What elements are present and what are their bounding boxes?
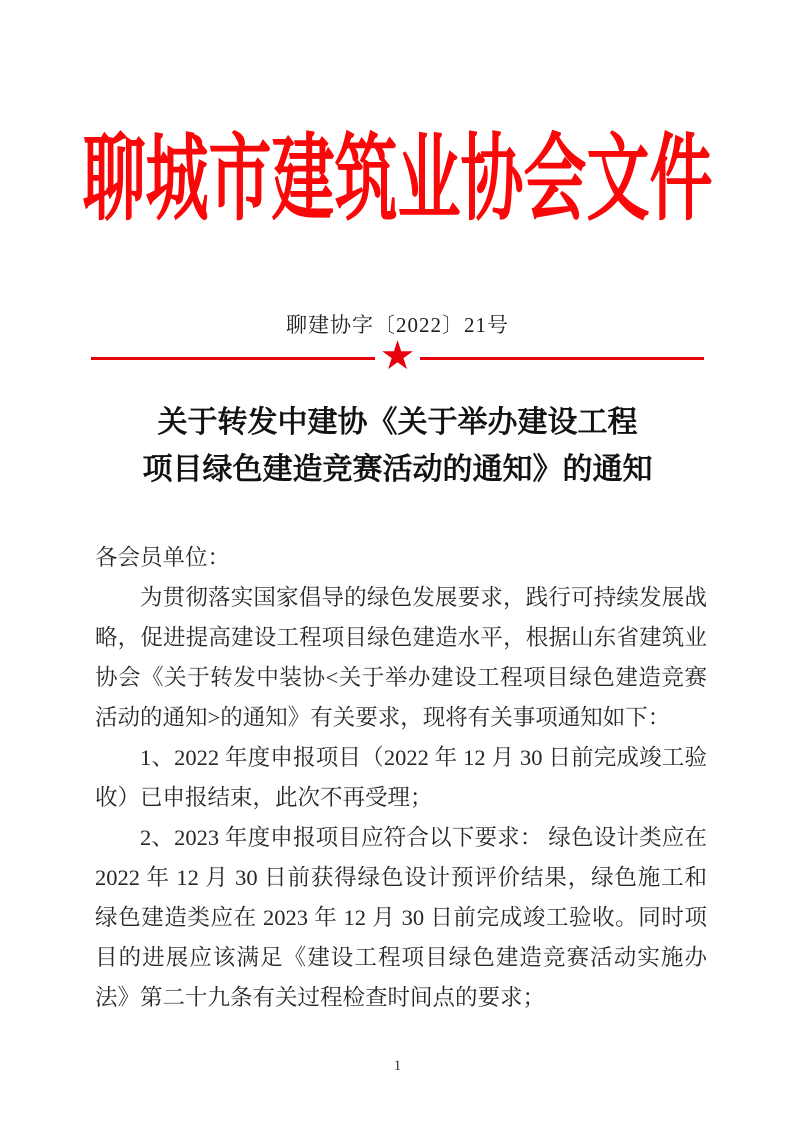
document-body bbox=[95, 538, 707, 1018]
body-paragraph: 2、2023 年度申报项目应符合以下要求： 绿色设计类应在 2022 年 12 月 30 日前获得绿色设计预评价结果，绿色施工和绿色建造类应在 2023 年 12 月 30 日前完成竣工验收。同时项目的进展应该满足《建设工程项目绿色建造竞赛活动实施办法》第二十九条有关过程检查时间点的要求； bbox=[95, 825, 707, 1010]
body-paragraph: 为贯彻落实国家倡导的绿色发展要求，践行可持续发展战略，促进提高建设工程项目绿色建造水平，根据山东省建筑业协会《关于转发中装协<关于举办建设工程项目绿色建造竞赛活动的通知>的通知》有关要求，现将有关事项通知如下： bbox=[95, 585, 707, 730]
page-number: 1 bbox=[393, 1058, 402, 1074]
document-title-line2: 项目绿色建造竞赛活动的通知》的通知 bbox=[142, 453, 653, 486]
document-number: 聊建协字〔2022〕21号 bbox=[286, 313, 509, 337]
divider-line-right bbox=[420, 357, 704, 360]
document-title-line1: 关于转发中建协《关于举办建设工程 bbox=[157, 406, 638, 439]
divider-line-left bbox=[91, 357, 375, 360]
red-divider bbox=[91, 333, 704, 379]
salutation: 各会员单位： bbox=[95, 545, 231, 570]
document-title bbox=[0, 399, 795, 493]
body-paragraph: 1、2022 年度申报项目（2022 年 12 月 30 日前完成竣工验收）已申报结束，此次不再受理； bbox=[95, 745, 707, 810]
letterhead-title: 聊城市建筑业协会文件 bbox=[82, 127, 713, 232]
star-icon: ★ bbox=[379, 333, 416, 379]
